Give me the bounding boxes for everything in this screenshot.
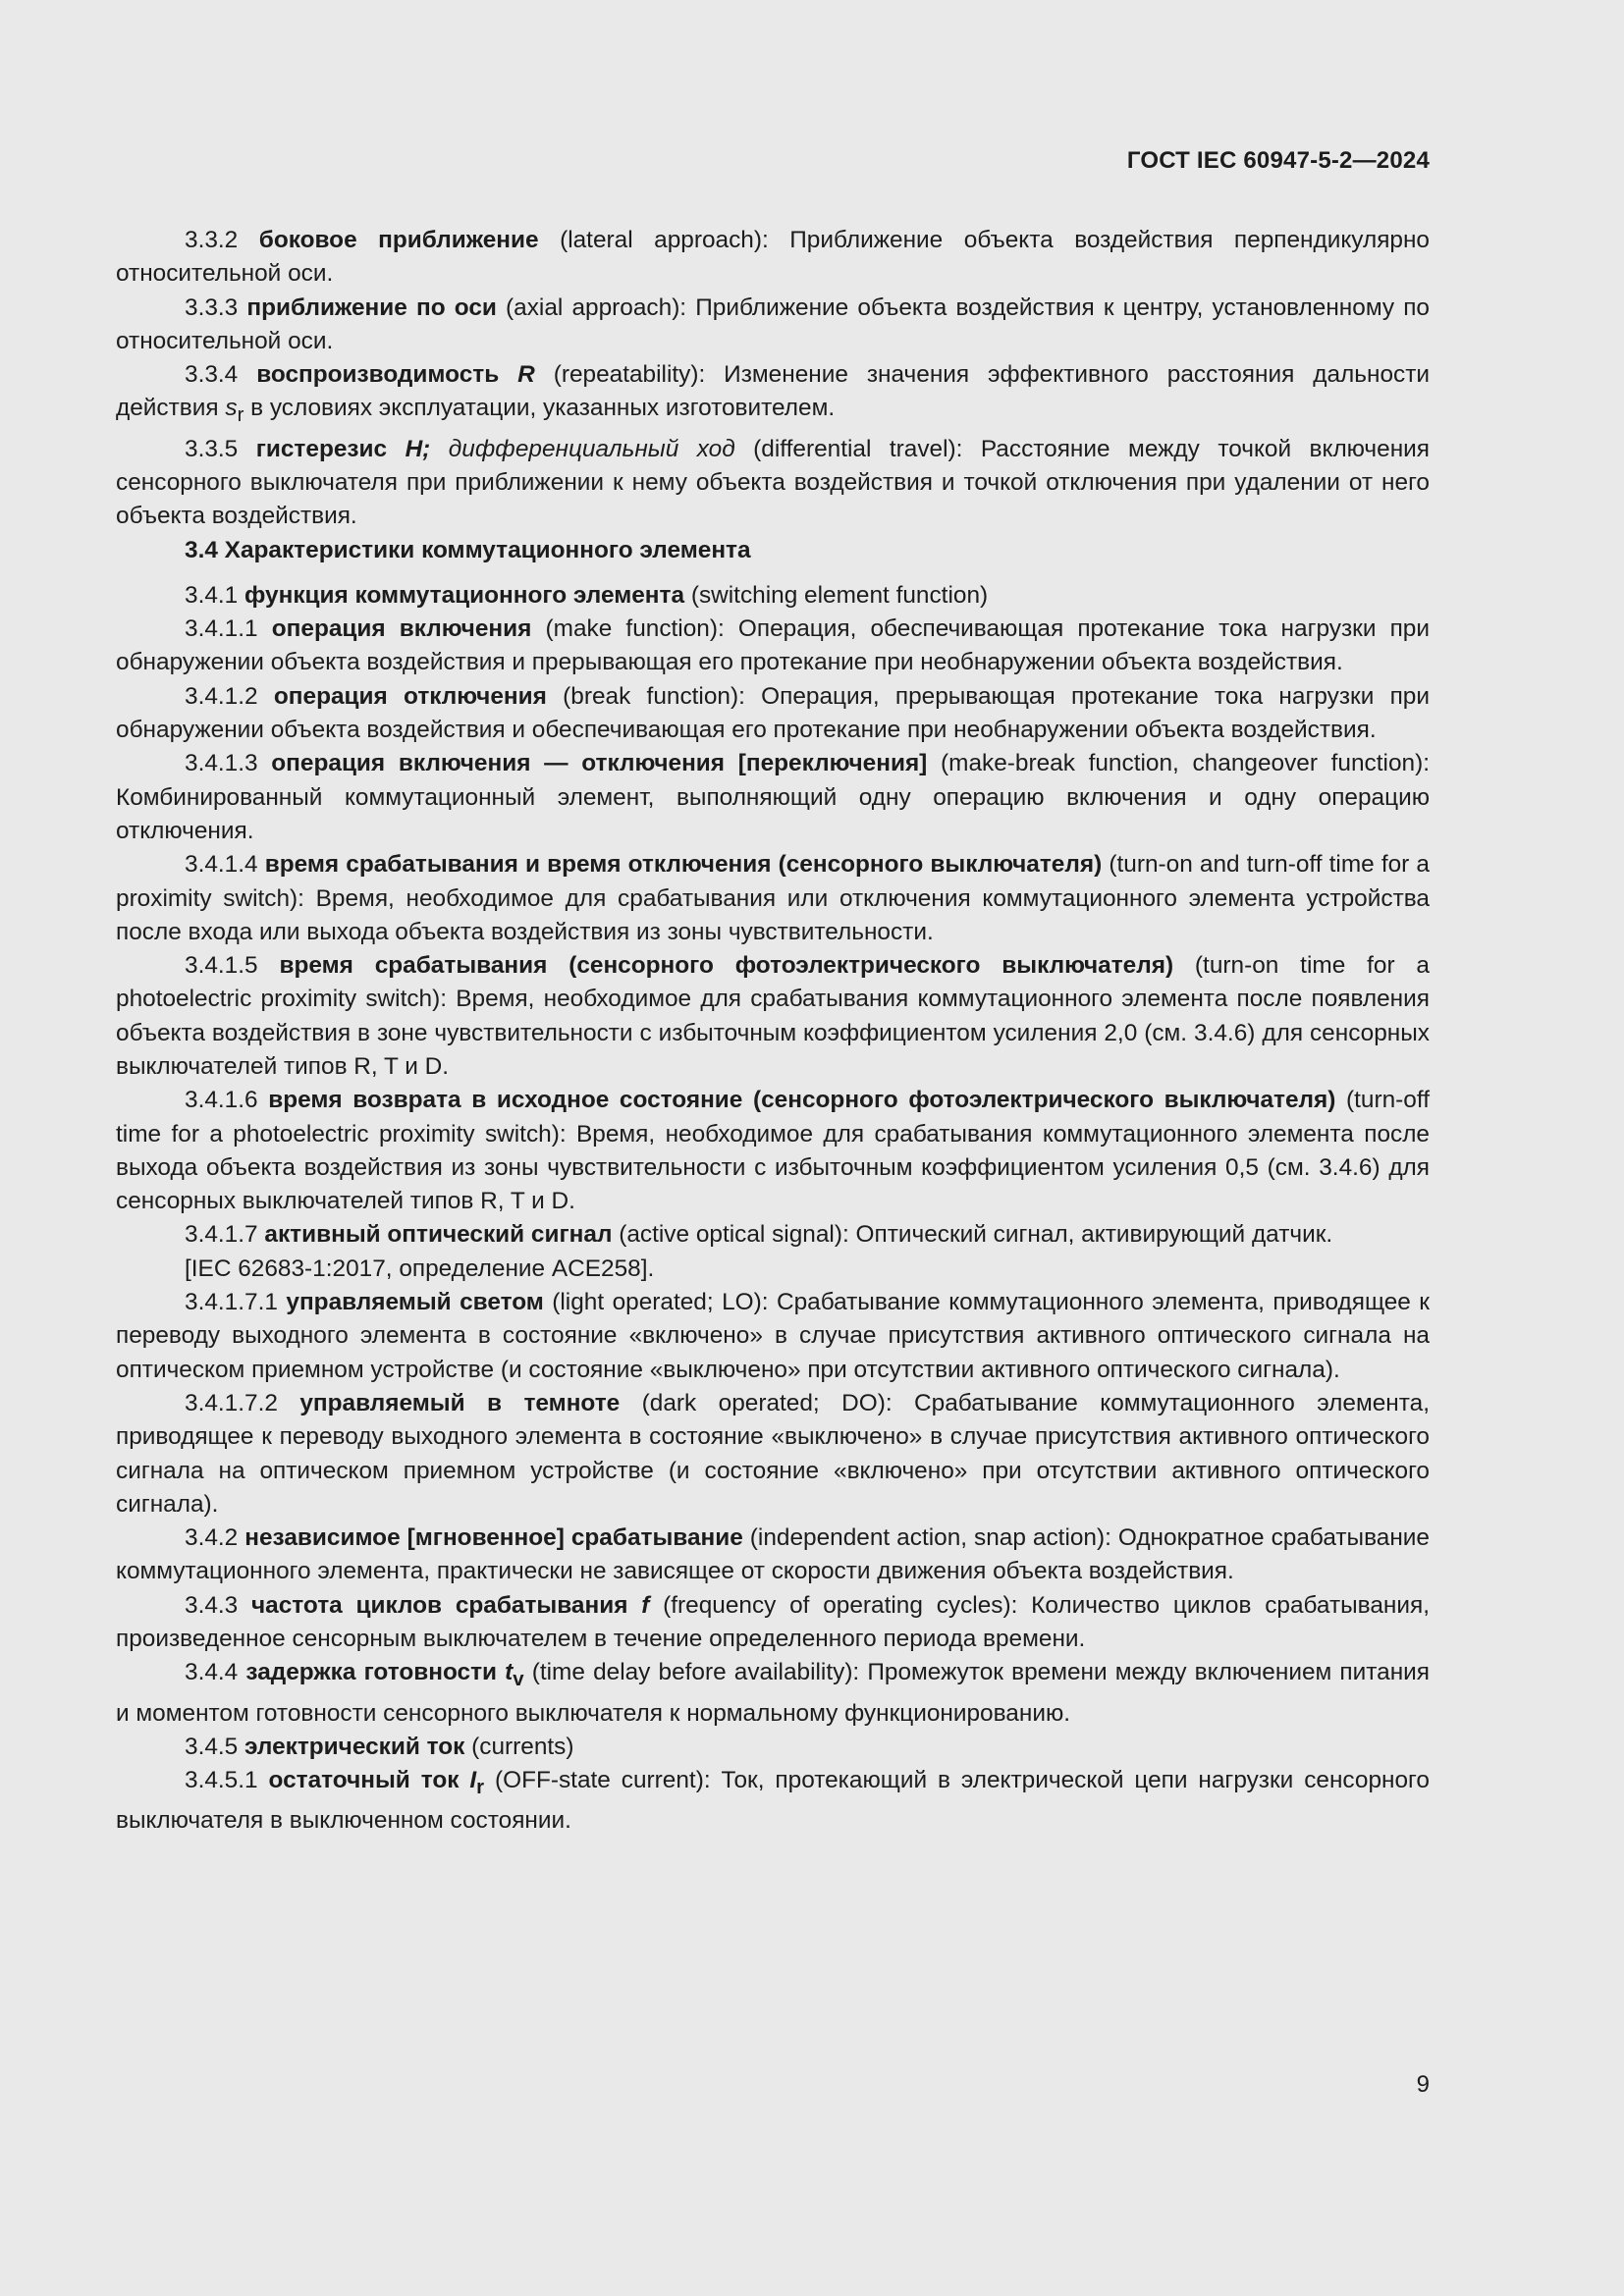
document-body [116, 224, 1430, 1839]
clause-number: 3.4.5 [185, 1733, 245, 1760]
clause-text: (make function): Операция, обеспечивающая протекание тока нагрузки при обнаружении объекта воздействия и прерывающая его протекание при необнаружении объекта воздействия. [116, 615, 1430, 676]
clause-text: (currents) [464, 1733, 574, 1760]
clause-number: 3.4.5.1 [185, 1767, 269, 1794]
clause-number: 3.4.1.7.2 [185, 1389, 300, 1416]
clause-paragraph [116, 747, 1430, 848]
clause-text: (turn-off time for a photoelectric proximity switch): Время, необходимое для срабатывания коммутационного элемента после выхода объекта воздействия из зоны чувствительности с избыточным коэффициентом усиления 0,5 (см. 3.4.6) для сенсорных выключателей типов R, T и D. [116, 1087, 1430, 1215]
clause-text: [IEC 62683-1:2017, определение ACE258]. [185, 1255, 655, 1282]
clause-paragraph [116, 1764, 1430, 1838]
clause-text: (turn-on time for a photoelectric proximity switch): Время, необходимое для срабатывания коммутационного элемента после появления объекта воздействия в зоне чувствительности с избыточным коэффициентом усиления 2,0 (см. 3.4.6) для сенсорных выключателей типов R, T и D. [116, 952, 1430, 1080]
term: t [505, 1659, 514, 1686]
clause-text: s [225, 395, 238, 422]
clause-number: 3.4.2 [185, 1524, 245, 1552]
clause-paragraph [116, 433, 1430, 534]
clause-number: 3.4.1.1 [185, 615, 272, 643]
term: независимое [мгновенное] срабатывание [244, 1524, 743, 1552]
term: H; [405, 435, 431, 462]
term: частота циклов срабатывания [251, 1591, 642, 1619]
term: I [469, 1767, 477, 1794]
clause-number: 3.3.2 [185, 227, 259, 253]
clause-text: (active optical signal): Оптический сигнал, активирующий датчик. [612, 1221, 1333, 1249]
clause-text: (frequency of operating cycles): Количество циклов срабатывания, произведенное сенсорным выключателем в течение определенного периода времени. [116, 1591, 1430, 1653]
clause-text: (switching element function) [684, 581, 989, 609]
clause-paragraph [116, 1253, 1430, 1286]
clause-number: 3.4.3 [185, 1591, 252, 1619]
clause-paragraph [116, 1522, 1430, 1589]
clause-text: (axial approach): Приближение объекта воздействия к центру, установленному по относительной оси. [116, 294, 1431, 354]
clause-number: 3.4.1.4 [185, 851, 265, 879]
clause-number: 3.4.1.2 [185, 682, 274, 710]
term: операция отключения [273, 682, 547, 710]
term: операция включения — отключения [переключения] [271, 750, 928, 777]
clause-paragraph [116, 1731, 1430, 1764]
term: воспроизводимость [256, 361, 518, 389]
term: гистерезис [255, 435, 406, 462]
clause-text: (light operated; LO): Срабатывание коммутационного элемента, приводящее к переводу выходного элемента в состояние «включено» в случае присутствия активного оптического сигнала на оптическом приемном устройстве (и состояние «выключено» при отсутствии активного оптического сигнала). [116, 1289, 1430, 1383]
clause-text: в условиях эксплуатации, указанных изготовителем. [244, 395, 836, 422]
clause-number: 3.3.5 [185, 435, 256, 462]
term: остаточный ток [268, 1767, 470, 1794]
clause-text: r [476, 1776, 485, 1798]
clause-number: 3.4.1.5 [185, 952, 280, 980]
clause-number: 3.4.4 [185, 1659, 246, 1686]
clause-number: 3.3.4 [185, 361, 257, 389]
clause-number: 3.4.1.7.1 [185, 1289, 287, 1316]
clause-text: (turn-on and turn-off time for a proximity switch): Время, необходимое для срабатывания или отключения коммутационного элемента устройства после входа или выхода объекта воздействия из зоны чувствительности. [116, 851, 1430, 945]
term: электрический ток [244, 1733, 465, 1760]
section-heading [116, 534, 1430, 567]
term: время возврата в исходное состояние (сенсорного фотоэлектрического выключателя) [268, 1087, 1336, 1114]
clause-paragraph [116, 949, 1430, 1084]
clause-text: r [237, 404, 244, 427]
clause-paragraph [116, 1084, 1430, 1218]
clause-number: 3.3.3 [185, 294, 247, 321]
clause-text: (dark operated; DO): Срабатывание коммутационного элемента, приводящее к переводу выходного элемента в состояние «выключено» в случае присутствия активного оптического сигнала на оптическом приемном устройстве (и состояние «включено» при отсутствии активного оптического сигнала). [116, 1389, 1430, 1518]
clause-paragraph [116, 292, 1430, 359]
clause-paragraph [116, 848, 1430, 949]
clause-paragraph [116, 1589, 1430, 1657]
document-header: ГОСТ IEC 60947-5-2—2024 [1126, 147, 1430, 174]
clause-paragraph [116, 224, 1430, 292]
term: приближение по оси [246, 294, 497, 321]
clause-text: дифференциальный ход [430, 435, 735, 462]
clause-text: (differential travel): Расстояние между точкой включения сенсорного выключателя при приближении к нему объекта воздействия и точкой отключения при удалении от него объекта воздействия. [116, 435, 1431, 530]
clause-number: 3.4.1.3 [185, 750, 272, 777]
clause-paragraph [116, 680, 1430, 748]
term: время срабатывания (сенсорного фотоэлектрического выключателя) [279, 952, 1174, 980]
clause-paragraph [116, 1387, 1430, 1522]
term: активный оптический сигнал [264, 1221, 613, 1249]
clause-paragraph [116, 358, 1430, 432]
clause-number: 3.4.1 [185, 581, 245, 609]
term: операция включения [271, 615, 532, 643]
clause-paragraph [116, 613, 1430, 680]
clause-text: (repeatability): Изменение значения эффективного расстояния дальности действия [116, 361, 1430, 422]
clause-text: (lateral approach): Приближение объекта воздействия перпендикулярно относительной оси. [116, 227, 1430, 288]
clause-number: 3.4.1.6 [185, 1087, 269, 1114]
clause-text: (break function): Операция, прерывающая протекание тока нагрузки при обнаружении объекта воздействия и обеспечивающая его протекание при необнаружении объекта воздействия. [116, 682, 1430, 744]
clause-paragraph [116, 579, 1430, 613]
clause-number: 3.4.1.7 [185, 1221, 265, 1249]
clause-paragraph [116, 1218, 1430, 1252]
term: задержка готовности [245, 1659, 506, 1686]
term: R [517, 361, 535, 389]
page-number: 9 [1416, 2071, 1430, 2098]
clause-text: (time delay before availability): Промежуток времени между включением питания и моментом готовности сенсорного выключателя к нормальному функционированию. [116, 1659, 1431, 1727]
clause-text: (make-break function, changeover function): Комбинированный коммутационный элемент, выполняющий одну операцию включения и одну операцию отключения. [116, 750, 1430, 844]
term: f [641, 1591, 650, 1619]
clause-text: v [513, 1669, 524, 1691]
clause-paragraph [116, 1286, 1430, 1387]
clause-paragraph [116, 1656, 1430, 1730]
term: время срабатывания и время отключения (сенсорного выключателя) [264, 851, 1103, 879]
term: боковое приближение [258, 227, 539, 253]
term: управляемый в темноте [299, 1389, 621, 1416]
term: функция коммутационного элемента [244, 581, 685, 609]
term: управляемый светом [286, 1289, 544, 1316]
clause-text: (independent action, snap action): Однократное срабатывание коммутационного элемента, практически не зависящее от скорости движения объекта воздействия. [116, 1524, 1430, 1585]
term: 3.4 Характеристики коммутационного элемента [185, 536, 751, 563]
clause-text: (OFF-state current): Ток, протекающий в электрической цепи нагрузки сенсорного выключателя в выключенном состоянии. [116, 1767, 1430, 1835]
